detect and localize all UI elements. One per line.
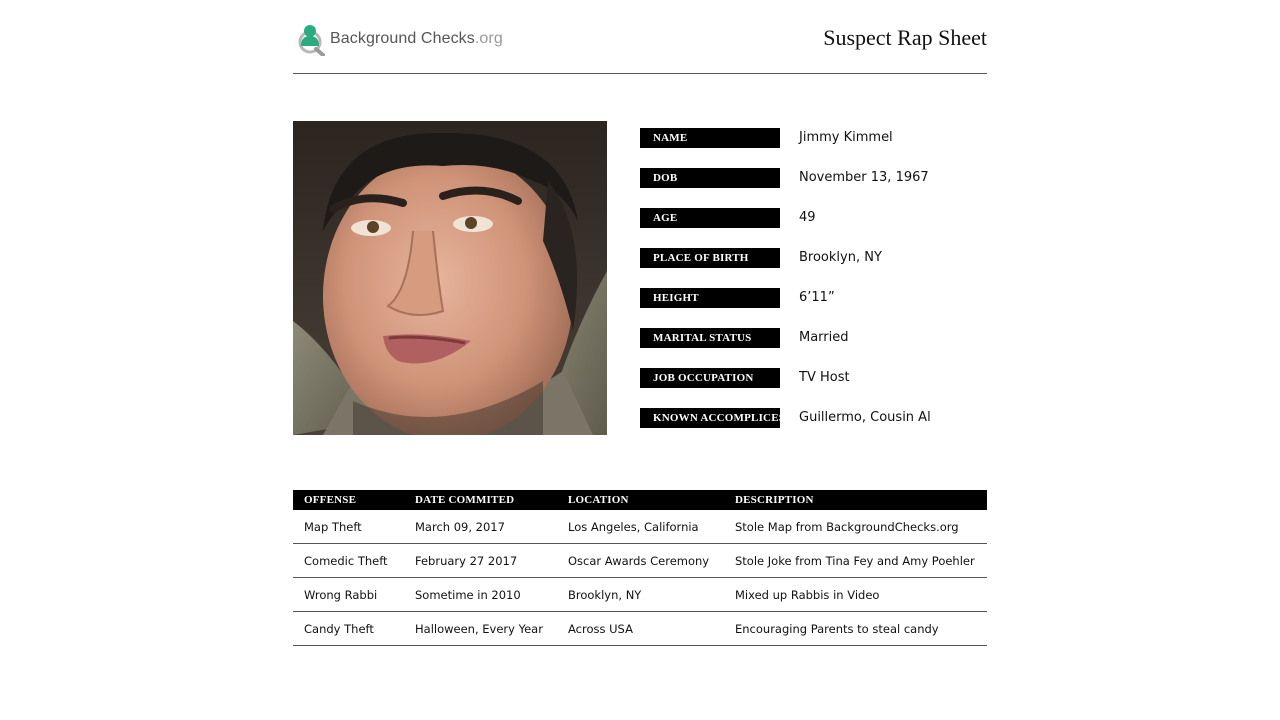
field-name (640, 128, 987, 148)
cell-description: Stole Map from BackgroundChecks.org (724, 510, 987, 544)
cell-location: Brooklyn, NY (557, 578, 724, 612)
document-header (293, 18, 987, 74)
cell-offense: Candy Theft (293, 612, 404, 646)
cell-offense: Wrong Rabbi (293, 578, 404, 612)
offense-table-header (293, 490, 987, 510)
cell-location: Los Angeles, California (557, 510, 724, 544)
field-value: November 13, 1967 (799, 170, 929, 185)
cell-offense: Map Theft (293, 510, 404, 544)
field-job-occupation (640, 368, 987, 388)
field-value: Brooklyn, NY (799, 250, 882, 265)
table-row (293, 544, 987, 578)
cell-date: Sometime in 2010 (404, 578, 557, 612)
logo-main-text: Background Checks (330, 30, 475, 47)
suspect-info (640, 128, 987, 448)
table-row (293, 510, 987, 544)
column-header-date: DATE COMMITED (404, 490, 557, 510)
cell-date: March 09, 2017 (404, 510, 557, 544)
logo-text (330, 30, 503, 48)
field-label: HEIGHT (640, 288, 780, 308)
field-place-of-birth (640, 248, 987, 268)
field-value: Jimmy Kimmel (799, 130, 893, 145)
cell-offense: Comedic Theft (293, 544, 404, 578)
field-value: TV Host (799, 370, 850, 385)
field-value: 49 (799, 210, 816, 225)
column-header-offense: OFFENSE (293, 490, 404, 510)
suspect-photo (293, 121, 607, 435)
table-header-row (293, 490, 987, 510)
cell-date: February 27 2017 (404, 544, 557, 578)
field-label: MARITAL STATUS (640, 328, 780, 348)
cell-description: Encouraging Parents to steal candy (724, 612, 987, 646)
page-title: Suspect Rap Sheet (823, 25, 987, 50)
logo[interactable] (293, 22, 503, 56)
field-height (640, 288, 987, 308)
field-value: 6’11” (799, 290, 835, 305)
field-dob (640, 168, 987, 188)
suspect-photo-image (293, 121, 607, 435)
table-row (293, 612, 987, 646)
field-age (640, 208, 987, 228)
field-value: Married (799, 330, 849, 345)
person-magnifier-logo-icon (293, 22, 325, 56)
cell-description: Stole Joke from Tina Fey and Amy Poehler (724, 544, 987, 578)
column-header-location: LOCATION (557, 490, 724, 510)
cell-date: Halloween, Every Year (404, 612, 557, 646)
field-value: Guillermo, Cousin Al (799, 410, 931, 425)
logo-tld-text: .org (474, 30, 503, 47)
field-known-accomplices (640, 408, 987, 428)
field-label: NAME (640, 128, 780, 148)
field-label: DOB (640, 168, 780, 188)
field-label: PLACE OF BIRTH (640, 248, 780, 268)
field-marital-status (640, 328, 987, 348)
field-label: AGE (640, 208, 780, 228)
offense-table-body (293, 510, 987, 646)
cell-description: Mixed up Rabbis in Video (724, 578, 987, 612)
field-label: JOB OCCUPATION (640, 368, 780, 388)
field-label: KNOWN ACCOMPLICES (640, 408, 780, 428)
cell-location: Across USA (557, 612, 724, 646)
table-row (293, 578, 987, 612)
offense-table (293, 490, 987, 646)
cell-location: Oscar Awards Ceremony (557, 544, 724, 578)
column-header-description: DESCRIPTION (724, 490, 987, 510)
